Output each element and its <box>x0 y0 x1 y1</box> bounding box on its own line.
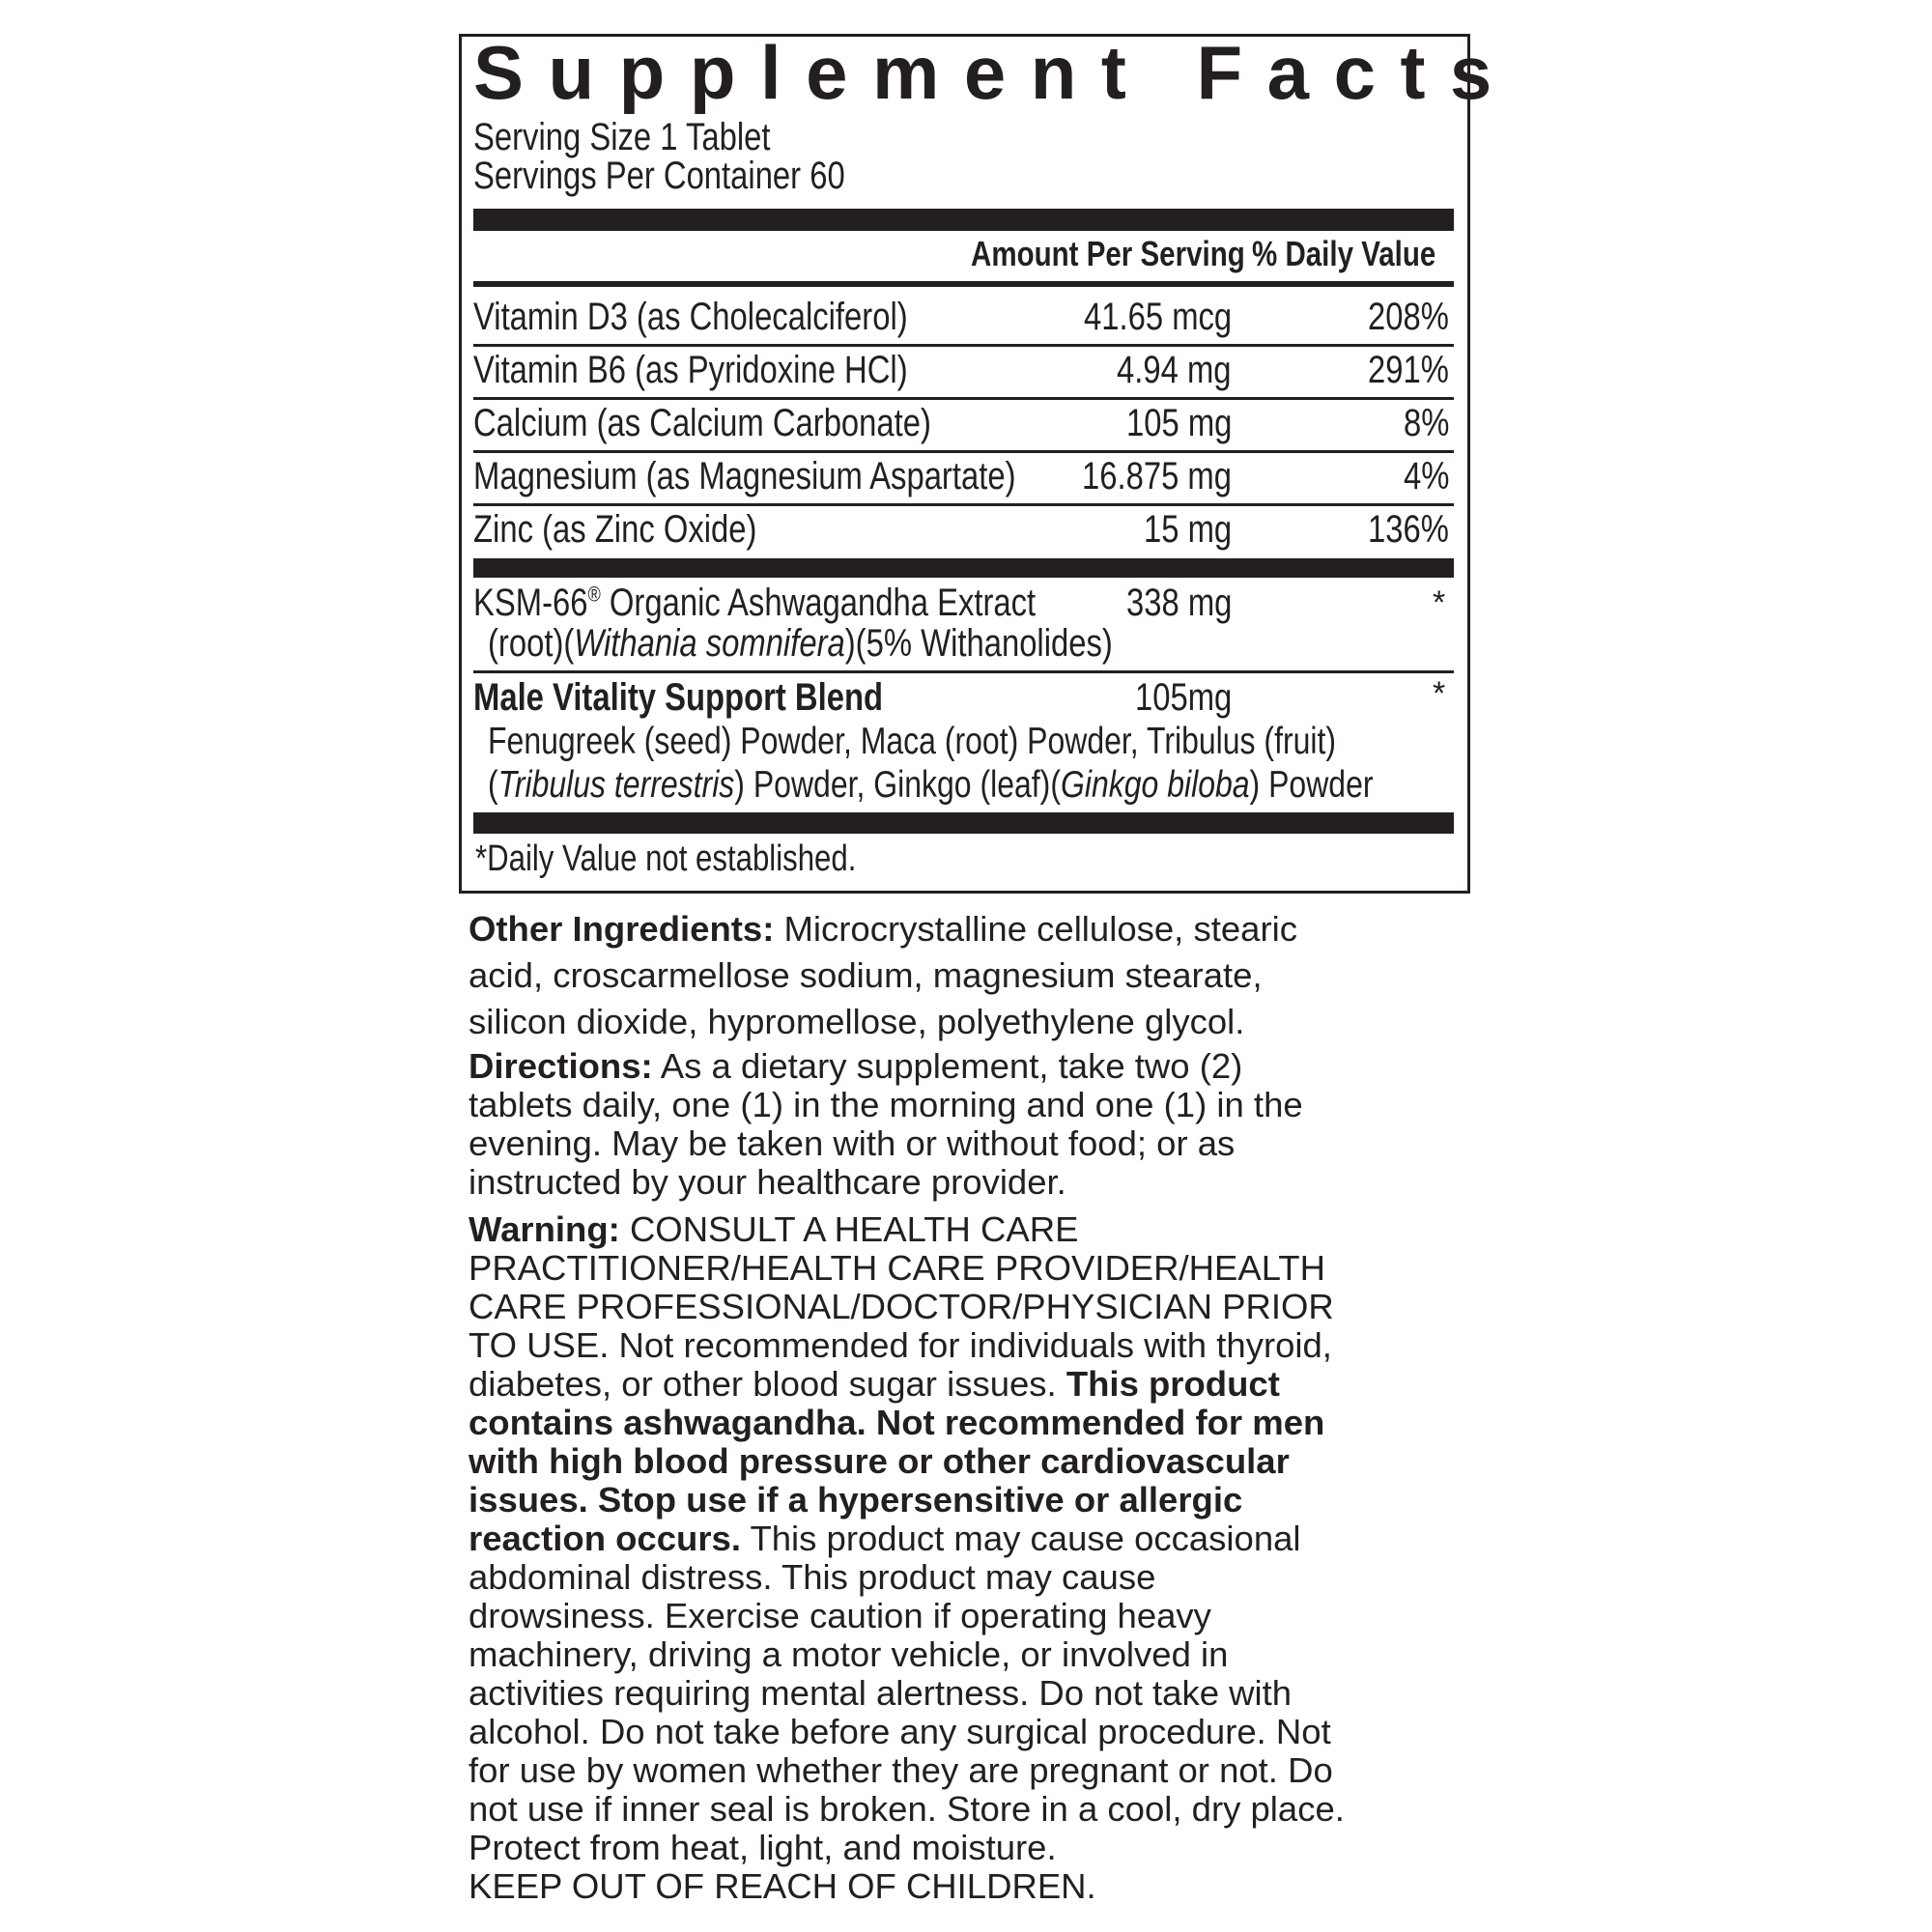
warning-line: KEEP OUT OF REACH OF CHILDREN. <box>469 1866 1096 1906</box>
serving-size: Serving Size 1 Tablet <box>473 116 771 158</box>
warning-line: activities requiring mental alertness. Do not take with <box>469 1673 1293 1713</box>
thick-divider <box>473 812 1454 834</box>
row-divider <box>473 670 1454 673</box>
directions-line: evening. May be taken with or without food; or as <box>469 1123 1236 1163</box>
medium-divider <box>473 281 1454 287</box>
nutrient-dv: 208% <box>1368 296 1449 338</box>
warning-line: contains ashwagandha. Not recommended for men <box>469 1403 1325 1442</box>
nutrient-amount: 105 mg <box>1125 402 1232 444</box>
other-ingredients-line: silicon dioxide, hypromellose, polyethylene glycol. <box>469 1002 1245 1041</box>
ksm66-amount: 338 mg <box>1125 582 1232 624</box>
warning-line: Warning: CONSULT A HEALTH CARE <box>469 1209 1079 1249</box>
header-amount: Amount Per Serving <box>971 234 1245 273</box>
blend-amount: 105mg <box>1134 676 1232 719</box>
warning-line: TO USE. Not recommended for individuals with thyroid, <box>469 1325 1332 1365</box>
ksm66-dv: * <box>1433 584 1446 621</box>
thick-divider <box>473 558 1454 578</box>
directions-line: Directions: As a dietary supplement, take two (2) <box>469 1046 1243 1086</box>
nutrient-dv: 291% <box>1368 349 1449 391</box>
blend-name: Male Vitality Support Blend <box>473 676 884 719</box>
warning-line: with high blood pressure or other cardiovascular <box>469 1441 1290 1481</box>
warning-line: reaction occurs. This product may cause occasional <box>469 1519 1301 1558</box>
warning-line: PRACTITIONER/HEALTH CARE PROVIDER/HEALTH <box>469 1248 1325 1288</box>
ksm66-detail: (root)(Withania somnifera)(5% Withanolides) <box>488 622 1113 665</box>
blend-ingredients-line2: (Tribulus terrestris) Powder, Ginkgo (leaf)(Ginkgo biloba) Powder <box>488 764 1374 806</box>
header-daily-value: % Daily Value <box>1252 234 1436 273</box>
nutrient-name: Calcium (as Calcium Carbonate) <box>473 402 931 444</box>
directions-label: Directions: <box>469 1046 653 1086</box>
warning-line: machinery, driving a motor vehicle, or involved in <box>469 1634 1229 1674</box>
blend-dv: * <box>1433 675 1446 712</box>
warning-line: abdominal distress. This product may cause <box>469 1557 1156 1597</box>
directions-line: tablets daily, one (1) in the morning and one (1) in the <box>469 1085 1303 1124</box>
warning-line: CARE PROFESSIONAL/DOCTOR/PHYSICIAN PRIOR <box>469 1287 1334 1326</box>
nutrient-name: Magnesium (as Magnesium Aspartate) <box>473 455 1016 497</box>
other-ingredients-label: Other Ingredients: <box>469 909 775 949</box>
warning-line: drowsiness. Exercise caution if operating heavy <box>469 1596 1211 1635</box>
warning-line: issues. Stop use if a hypersensitive or allergic <box>469 1480 1243 1520</box>
warning-line: alcohol. Do not take before any surgical procedure. Not <box>469 1712 1331 1751</box>
blend-ingredients-line1: Fenugreek (seed) Powder, Maca (root) Powder, Tribulus (fruit) <box>488 721 1337 762</box>
nutrient-amount: 41.65 mcg <box>1083 296 1232 338</box>
thick-divider <box>473 209 1454 231</box>
nutrient-amount: 4.94 mg <box>1117 349 1232 391</box>
warning-line: for use by women whether they are pregnant or not. Do <box>469 1750 1333 1790</box>
nutrient-dv: 8% <box>1403 402 1449 444</box>
nutrient-dv: 136% <box>1368 508 1449 551</box>
footnote: *Daily Value not established. <box>475 838 857 879</box>
warning-line: diabetes, or other blood sugar issues. This product <box>469 1364 1280 1404</box>
nutrient-name: Vitamin D3 (as Cholecalciferol) <box>473 296 908 338</box>
panel-title: Supplement Facts <box>473 30 1517 115</box>
warning-label: Warning: <box>469 1209 620 1249</box>
nutrient-amount: 15 mg <box>1143 508 1232 551</box>
other-ingredients-line: Other Ingredients: Microcrystalline cellulose, stearic <box>469 909 1297 949</box>
nutrient-name: Vitamin B6 (as Pyridoxine HCl) <box>473 349 908 391</box>
servings-per-container: Servings Per Container 60 <box>473 155 845 197</box>
ksm66-name: KSM-66® Organic Ashwagandha Extract <box>473 582 1037 624</box>
nutrient-dv: 4% <box>1403 455 1449 497</box>
supplement-facts-panel <box>459 30 1517 894</box>
nutrient-name: Zinc (as Zinc Oxide) <box>473 508 757 551</box>
directions-line: instructed by your healthcare provider. <box>469 1162 1066 1202</box>
warning-line: Protect from heat, light, and moisture. <box>469 1828 1057 1867</box>
warning-line: not use if inner seal is broken. Store in a cool, dry place. <box>469 1789 1345 1829</box>
nutrient-amount: 16.875 mg <box>1081 455 1232 497</box>
other-ingredients-line: acid, croscarmellose sodium, magnesium stearate, <box>469 955 1263 995</box>
